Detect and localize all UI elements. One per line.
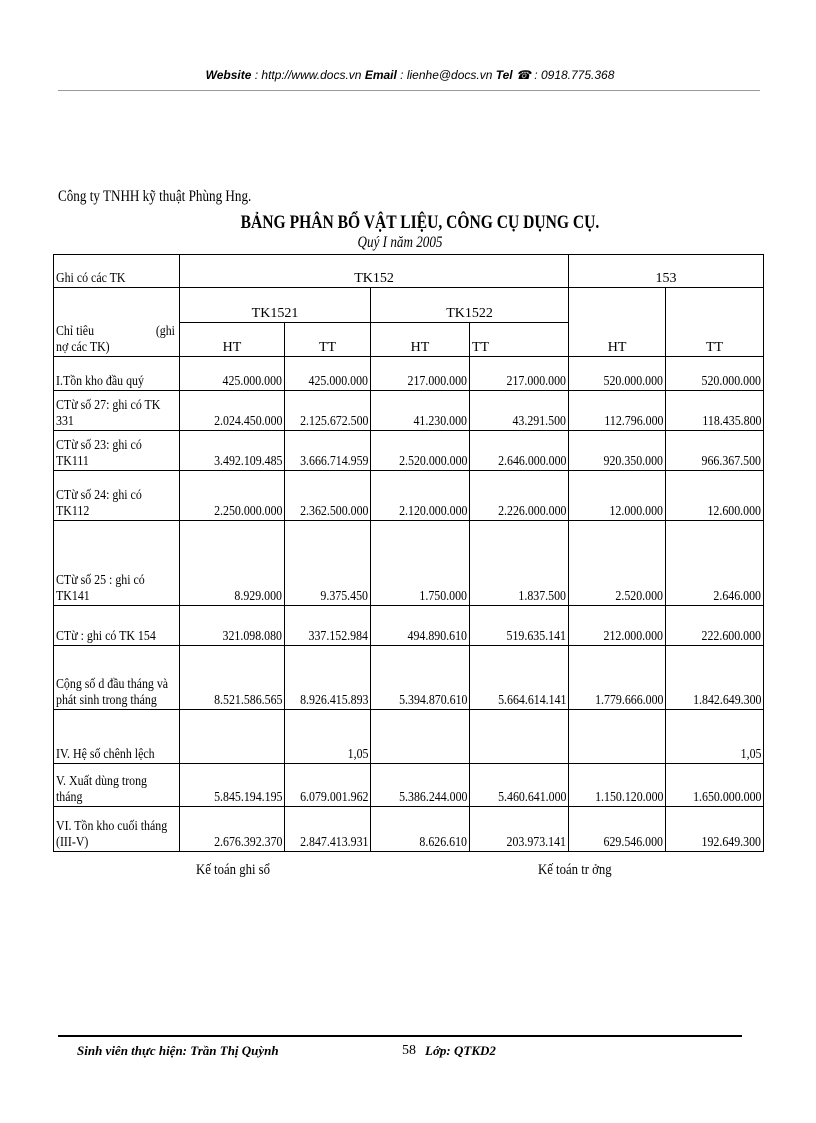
tel-value: : 0918.775.368 [534, 68, 615, 82]
company-name: Công ty TNHH kỹ thuật Phùng Hng. [58, 188, 252, 205]
table-body [54, 357, 764, 852]
row-label: CTừ số 24: ghi có TK112 [54, 471, 180, 521]
row-value: 222.600.000 [666, 606, 764, 646]
table-row [54, 807, 764, 852]
table-subheader-row [54, 288, 764, 323]
footer-class: Lớp: QTKD2 [425, 1043, 496, 1058]
tel-label: Tel [495, 68, 513, 82]
tk1521-tt-header: TT [285, 323, 371, 357]
row-value: 43.291.500 [470, 391, 569, 431]
chief-accountant-signature-label: Kế toán tr ởng [538, 862, 612, 878]
row-value: 1.779.666.000 [569, 646, 666, 710]
row-label: CTừ số 23: ghi có TK111 [54, 431, 180, 471]
row-value: 8.626.610 [371, 807, 470, 852]
row-value: 520.000.000 [666, 357, 764, 391]
row-value: 5.386.244.000 [371, 764, 470, 807]
table-row [54, 606, 764, 646]
tk1521-ht-header: HT [180, 323, 285, 357]
row-value: 425.000.000 [285, 357, 371, 391]
row-value: 9.375.450 [285, 521, 371, 606]
row-value: 41.230.000 [371, 391, 470, 431]
row-value: 920.350.000 [569, 431, 666, 471]
row-value [470, 710, 569, 764]
row-value: 6.079.001.962 [285, 764, 371, 807]
phone-icon: ☎ [516, 68, 531, 82]
row-value [180, 710, 285, 764]
table-row [54, 764, 764, 807]
row-value: 2.226.000.000 [470, 471, 569, 521]
website-value: : http://www.docs.vn [254, 68, 362, 82]
allocation-table [53, 254, 764, 852]
row-label: CTừ số 25 : ghi có TK141 [54, 521, 180, 606]
row-value: 2.646.000.000 [470, 431, 569, 471]
row-label: CTừ số 27: ghi có TK 331 [54, 391, 180, 431]
row-value: 2.676.392.370 [180, 807, 285, 852]
email-label: Email [364, 68, 397, 82]
row-value: 12.600.000 [666, 471, 764, 521]
row-label: V. Xuất dùng trong tháng [54, 764, 180, 807]
website-label: Website [205, 68, 252, 82]
credit-accounts-header: Ghi có các TK [54, 255, 180, 288]
row-value: 2.125.672.500 [285, 391, 371, 431]
row-value: 1.842.649.300 [666, 646, 764, 710]
row-value: 3.492.109.485 [180, 431, 285, 471]
row-value: 8.926.415.893 [285, 646, 371, 710]
row-value: 217.000.000 [371, 357, 470, 391]
row-value: 8.521.586.565 [180, 646, 285, 710]
table-row [54, 710, 764, 764]
footer-student: Sinh viên thực hiện: Trần Thị Quỳnh [77, 1043, 279, 1058]
table-row [54, 521, 764, 606]
row-value: 966.367.500 [666, 431, 764, 471]
row-value: 3.666.714.959 [285, 431, 371, 471]
row-value: 203.973.141 [470, 807, 569, 852]
row-value [371, 710, 470, 764]
row-value [569, 710, 666, 764]
row-value: 2.520.000 [569, 521, 666, 606]
row-value: 321.098.080 [180, 606, 285, 646]
row-value: 337.152.984 [285, 606, 371, 646]
footer-divider [58, 1035, 742, 1037]
tk1522-tt-header: TT [470, 323, 569, 357]
row-value: 494.890.610 [371, 606, 470, 646]
row-value: 5.460.641.000 [470, 764, 569, 807]
tk153-ht-header: HT [569, 288, 666, 357]
tk1522-ht-header: HT [371, 323, 470, 357]
row-value: 629.546.000 [569, 807, 666, 852]
row-value: 8.929.000 [180, 521, 285, 606]
row-value: 2.362.500.000 [285, 471, 371, 521]
row-value: 5.394.870.610 [371, 646, 470, 710]
tk1521-header: TK1521 [180, 288, 371, 323]
row-value: 1,05 [285, 710, 371, 764]
accountant-signature-label: Kế toán ghi sổ [196, 862, 271, 878]
row-value: 217.000.000 [470, 357, 569, 391]
row-value: 2.520.000.000 [371, 431, 470, 471]
row-label: VI. Tồn kho cuối tháng (III-V) [54, 807, 180, 852]
email-value: : lienhe@docs.vn [400, 68, 493, 82]
row-label: Cộng số d đầu tháng và phát sinh trong tháng [54, 646, 180, 710]
row-value: 2.847.413.931 [285, 807, 371, 852]
tk153-header: 153 [569, 255, 764, 288]
table-row [54, 357, 764, 391]
row-label: CTừ : ghi có TK 154 [54, 606, 180, 646]
row-value: 2.250.000.000 [180, 471, 285, 521]
row-value: 5.845.194.195 [180, 764, 285, 807]
tk152-header: TK152 [180, 255, 569, 288]
header-divider [58, 90, 760, 91]
row-value: 1,05 [666, 710, 764, 764]
indicator-header: Chỉ tiêu (ghi nợ các TK) [54, 288, 180, 357]
document-subtitle: Quý I năm 2005 [357, 234, 443, 251]
row-value: 1.750.000 [371, 521, 470, 606]
tk1522-header: TK1522 [371, 288, 569, 323]
table-row [54, 431, 764, 471]
page-number: 58 [402, 1043, 416, 1058]
row-value: 112.796.000 [569, 391, 666, 431]
row-value: 2.646.000 [666, 521, 764, 606]
row-value: 519.635.141 [470, 606, 569, 646]
page-header [58, 68, 762, 82]
row-value: 118.435.800 [666, 391, 764, 431]
table-row [54, 646, 764, 710]
row-value: 192.649.300 [666, 807, 764, 852]
row-label: I.Tồn kho đầu quý [54, 357, 180, 391]
row-value: 2.024.450.000 [180, 391, 285, 431]
row-value: 425.000.000 [180, 357, 285, 391]
row-value: 5.664.614.141 [470, 646, 569, 710]
table-header-row [54, 255, 764, 288]
row-value: 520.000.000 [569, 357, 666, 391]
document-title: BẢNG PHÂN BỔ VẬT LIỆU, CÔNG CỤ DỤNG CỤ. [240, 212, 600, 233]
row-value: 12.000.000 [569, 471, 666, 521]
row-value: 1.837.500 [470, 521, 569, 606]
row-value: 1.650.000.000 [666, 764, 764, 807]
row-value: 2.120.000.000 [371, 471, 470, 521]
table-row [54, 391, 764, 431]
table-row [54, 471, 764, 521]
tk153-tt-header: TT [666, 288, 764, 357]
row-label: IV. Hệ số chênh lệch [54, 710, 180, 764]
row-value: 1.150.120.000 [569, 764, 666, 807]
row-value: 212.000.000 [569, 606, 666, 646]
